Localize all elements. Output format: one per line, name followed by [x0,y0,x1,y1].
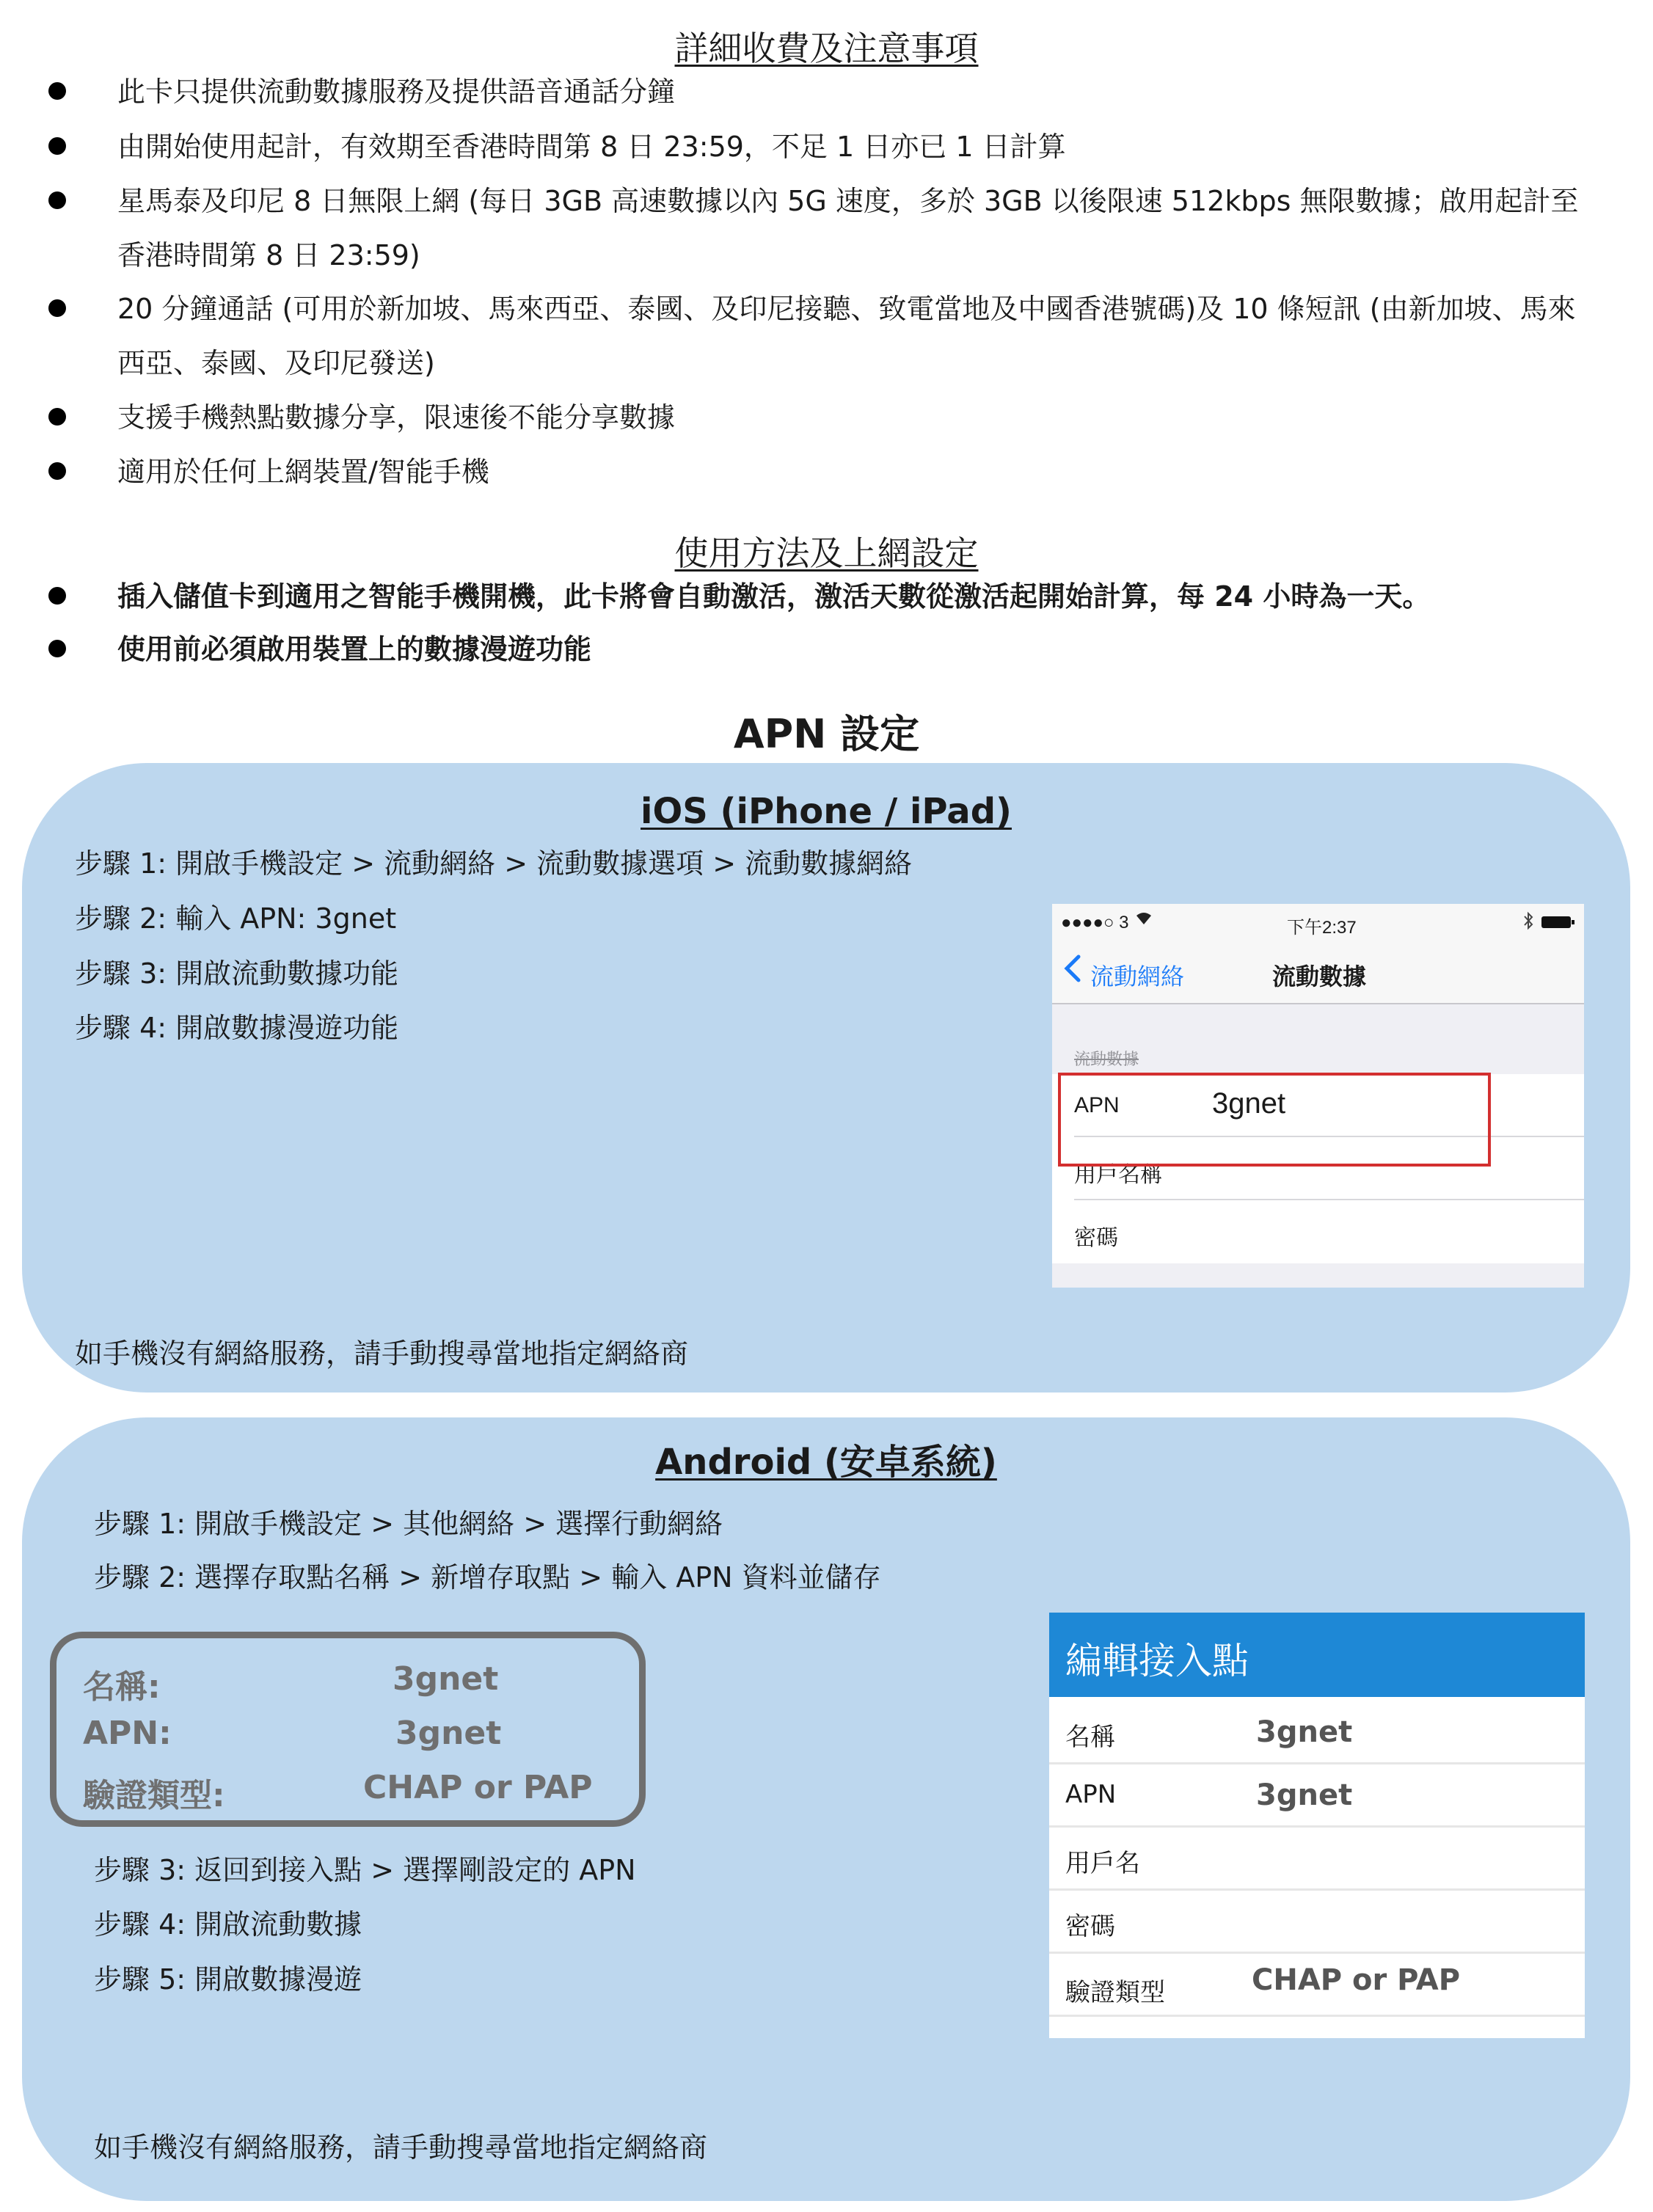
cred-name-label: 名稱: [83,1668,161,1706]
ios-note: 如手機沒有網絡服務，請手動搜尋當地指定網絡商 [75,1337,689,1370]
android-panel-title: Android (安卓系統) [655,1442,997,1483]
row-label: 驗證類型 [1065,1978,1165,2007]
cred-apn-value: 3gnet [395,1715,502,1752]
list-item: 插入儲值卡到適用之智能手機開機，此卡將會自動激活，激活天數從激活起開始計算，每 24 小時為一天。 [117,569,1585,624]
wifi-icon [1134,910,1153,931]
signal-indicator: ●●●●○ 3 [1061,913,1129,932]
list-item: 適用於任何上網裝置/智能手機 [117,445,1585,499]
android-row-password[interactable] [1049,1888,1585,1954]
bullet-icon [48,587,66,605]
list-item: 支援手機熱點數據分享，限速後不能分享數據 [117,390,1585,445]
android-note: 如手機沒有網絡服務，請手動搜尋當地指定網絡商 [94,2131,708,2164]
row-label: 名稱 [1065,1723,1115,1752]
section-title-charges: 詳細收費及注意事項 [674,29,979,68]
bullet-icon [48,408,66,426]
android-step-1: 步驟 1: 開啟手機設定 > 其他網絡 > 選擇行動網絡 [94,1508,723,1540]
ios-panel-title: iOS (iPhone / iPad) [641,791,1012,832]
password-label: 密碼 [1074,1226,1118,1250]
apn-label: APN [1074,1093,1120,1117]
bullet-icon [48,82,66,100]
chevron-left-icon[interactable] [1062,954,1081,987]
android-row-name[interactable] [1049,1699,1585,1764]
android-step-2: 步驟 2: 選擇存取點名稱 > 新增存取點 > 輸入 APN 資料並儲存 [94,1561,881,1594]
bullet-icon [48,299,66,317]
cred-auth-label: 驗證類型: [83,1777,225,1814]
status-time: 下午2:37 [1287,918,1357,938]
row-label: APN [1065,1780,1117,1809]
ios-panel [22,763,1630,1392]
nav-title: 流動數據 [1272,963,1367,990]
ios-settings-screenshot [1052,904,1584,1288]
bullet-icon [48,462,66,480]
android-step-3: 步驟 3: 返回到接入點 > 選擇剛設定的 APN [94,1854,636,1886]
ios-step-2: 步驟 2: 輸入 APN: 3gnet [75,902,397,935]
android-apn-screenshot [1049,1613,1585,2038]
cred-auth-value: CHAP or PAP [363,1769,593,1806]
bullet-icon [48,191,66,209]
android-step-5: 步驟 5: 開啟數據漫遊 [94,1963,362,1996]
row-value[interactable]: 3gnet [1256,1778,1353,1812]
list-item: 使用前必須啟用裝置上的數據漫遊功能 [117,622,1585,676]
section-title-usage: 使用方法及上網設定 [674,533,979,573]
android-row-username[interactable] [1049,1825,1585,1891]
ios-step-3: 步驟 3: 開啟流動數據功能 [75,957,399,990]
apn-highlight-box [1058,1073,1491,1167]
username-label: 用戶名稱 [1074,1163,1162,1187]
apn-value[interactable]: 3gnet [1212,1087,1286,1120]
android-row-auth[interactable] [1049,1952,1585,2017]
list-item: 由開始使用起計，有效期至香港時間第 8 日 23:59，不足 1 日亦已 1 日計算 [117,120,1585,174]
android-step-4: 步驟 4: 開啟流動數據 [94,1908,362,1941]
ios-nav-bar [1052,941,1584,1004]
apn-credentials-box [50,1632,646,1827]
list-item: 星馬泰及印尼 8 日無限上網 (每日 3GB 高速數據以內 5G 速度，多於 3GB 以後限速 512kbps 無限數據；啟用起計至香港時間第 8 日 23:59) [117,174,1585,282]
apn-settings-title: APN 設定 [733,711,920,757]
row-value[interactable]: CHAP or PAP [1252,1963,1461,1997]
ios-status-bar [1052,904,1584,941]
ios-footer-area [1052,1263,1584,1288]
bullet-icon [48,137,66,155]
row-label: 用戶名 [1065,1849,1140,1878]
cred-apn-label: APN: [83,1715,172,1752]
list-item: 20 分鐘通話 (可用於新加坡、馬來西亞、泰國、及印尼接聽、致電當地及中國香港號碼)及 10 條短訊 (由新加坡、馬來西亞、泰國、及印尼發送) [117,282,1585,390]
android-panel [22,1417,1630,2201]
row-value[interactable]: 3gnet [1256,1715,1353,1749]
android-header-title: 編輯接入點 [1065,1640,1249,1682]
bluetooth-icon [1523,911,1533,935]
cred-name-value: 3gnet [393,1660,499,1698]
row-label: 密碼 [1065,1912,1115,1941]
ios-step-1: 步驟 1: 開啟手機設定 > 流動網絡 > 流動數據選項 > 流動數據網絡 [75,847,913,880]
android-row-apn[interactable] [1049,1762,1585,1828]
android-header [1049,1613,1585,1697]
ios-row-password[interactable] [1052,1200,1584,1263]
list-item: 此卡只提供流動數據服務及提供語音通話分鐘 [117,65,1585,119]
back-button[interactable]: 流動網絡 [1090,963,1185,990]
ios-step-4: 步驟 4: 開啟數據漫遊功能 [75,1012,399,1044]
group-header: 流動數據 [1074,1050,1139,1068]
bullet-icon [48,640,66,657]
battery-icon [1541,914,1576,935]
